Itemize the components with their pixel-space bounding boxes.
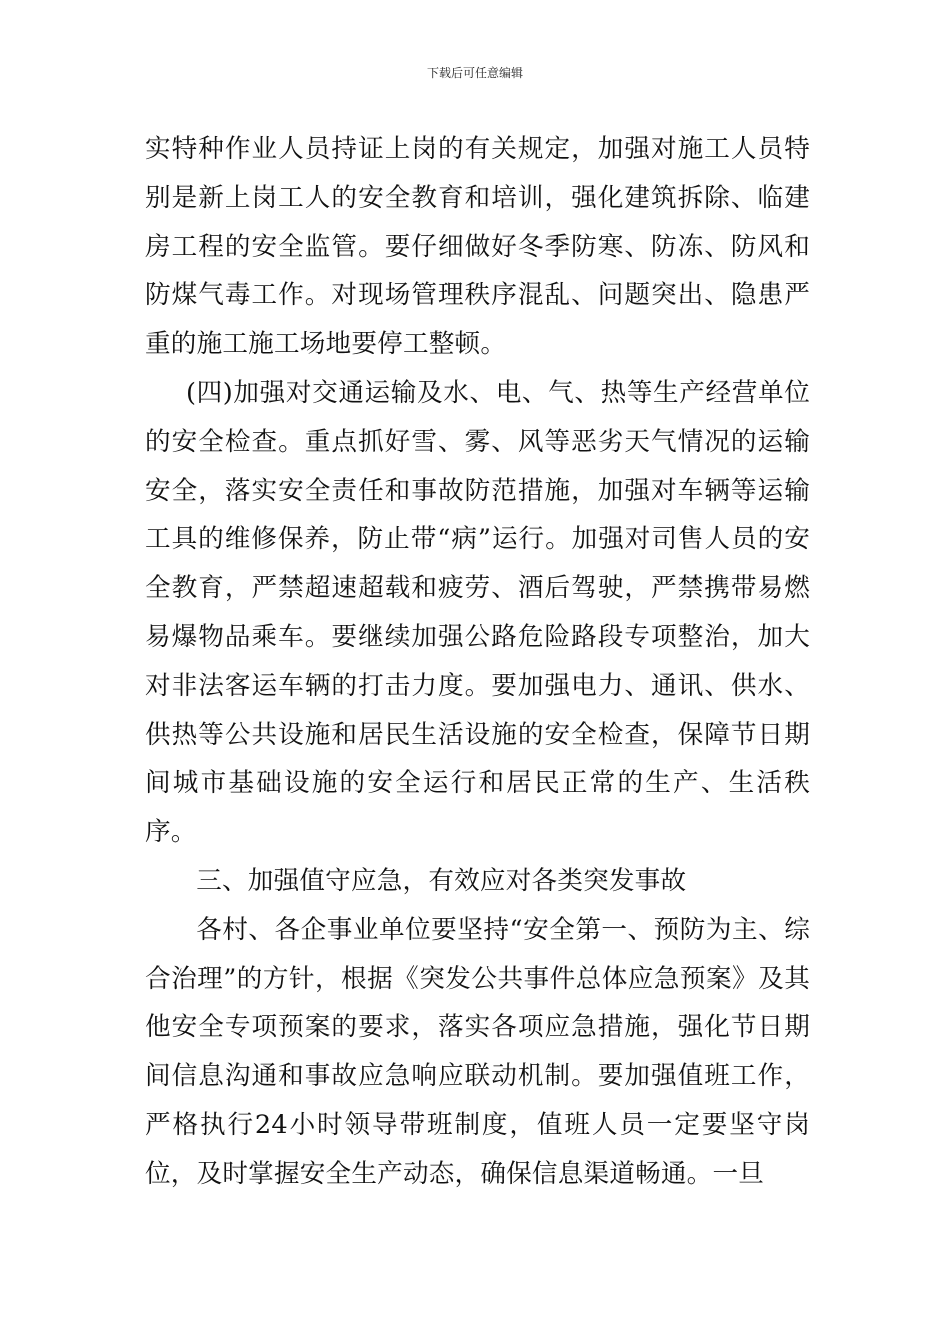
paragraph-transport-utilities: (四)加强对交通运输及水、电、气、热等生产经营单位的安全检查。重点抓好雪、雾、风等恶劣天气情况的运输安全，落实安全责任和事故防范措施，加强对车辆等运输工具的维修保养，防止带“病”运行。加强对司售人员的安全教育，严禁超速超载和疲劳、酒后驾驶，严禁携带易燃易爆物品乘车。要继续加强公路危险路段专项整治，加大对非法客运车辆的打击力度。要加强电力、通讯、供水、供热等公共设施和居民生活设施的安全检查，保障节日期间城市基础设施的安全运行和居民正常的生产、生活秩序。 [145,377,810,848]
document-body [145,125,810,1199]
paragraph-emergency-duty: 各村、各企事业单位要坚持“安全第一、预防为主、综合治理”的方针，根据《突发公共事件总体应急预案》及其他安全专项预案的要求，落实各项应急措施，强化节日期间信息沟通和事故应急响应联动机制。要加强值班工作，严格执行24小时领导带班制度，值班人员一定要坚守岗位，及时掌握安全生产动态，确保信息渠道畅通。一旦 [145,914,810,1189]
section-heading-emergency: 三、加强值守应急，有效应对各类突发事故 [196,865,687,896]
page-header: 下载后可任意编辑 [426,66,523,80]
paragraph-construction-safety: 实特种作业人员持证上岗的有关规定，加强对施工人员特别是新上岗工人的安全教育和培训，强化建筑拆除、临建房工程的安全监管。要仔细做好冬季防寒、防冻、防风和防煤气毒工作。对现场管理秩序混乱、问题突出、隐患严重的施工施工场地要停工整顿。 [145,134,810,360]
